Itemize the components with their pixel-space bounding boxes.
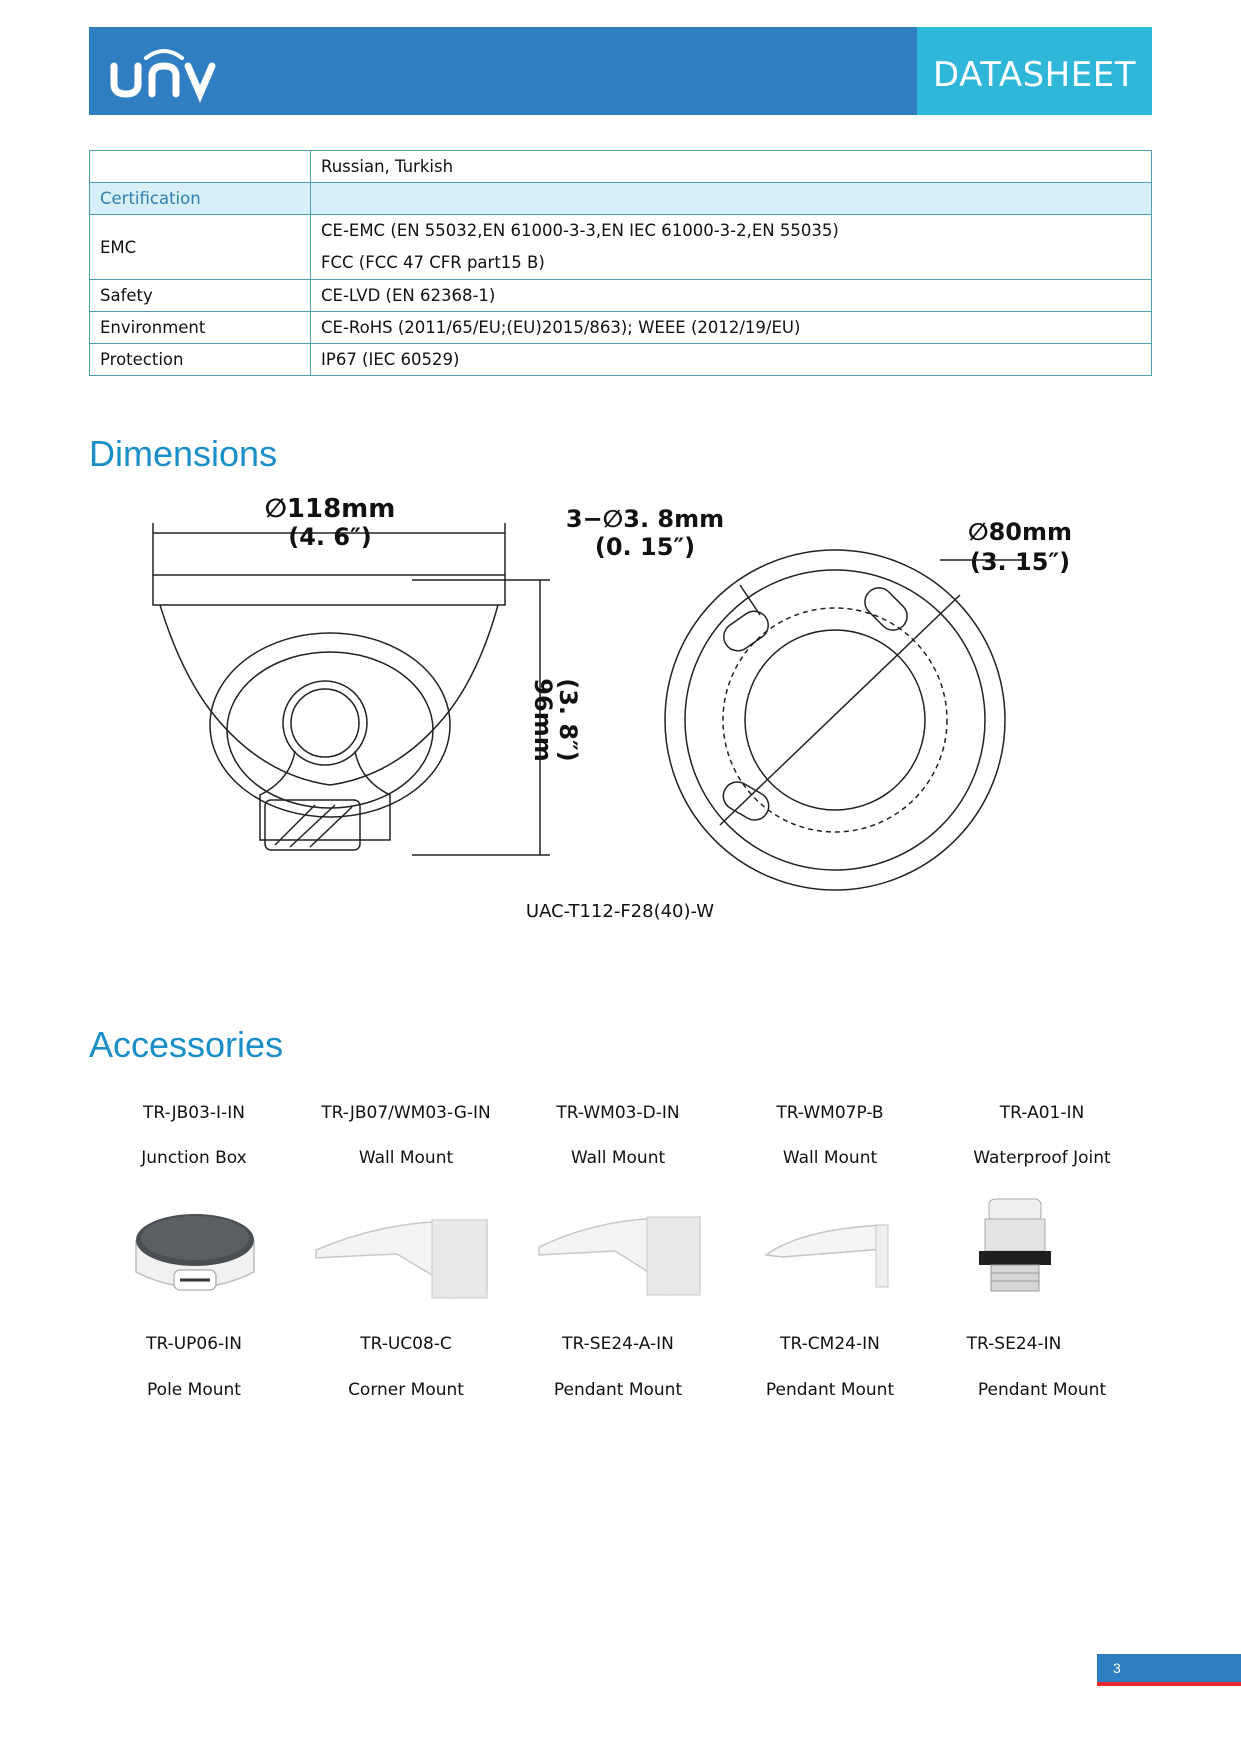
camera-side-view — [153, 523, 550, 855]
waterproof-joint-image — [975, 1195, 1055, 1295]
model-caption: UAC-T112-F28(40)-W — [525, 901, 715, 922]
holes-mm-label: 3−∅3. 8mm — [565, 505, 725, 533]
accessory-model: TR-JB03-I-IN — [143, 1103, 245, 1123]
accessory-model: TR-SE24-IN — [966, 1334, 1062, 1354]
accessory-model: TR-A01-IN — [999, 1103, 1085, 1123]
width-in-label: (4. 6″) — [288, 523, 372, 551]
junction-box-image — [130, 1200, 260, 1302]
width-mm-label: ∅118mm — [264, 495, 396, 524]
accessory-model: TR-WM03-D-IN — [556, 1103, 680, 1123]
accessories-title: Accessories — [89, 1024, 284, 1065]
datasheet-tab: DATASHEET — [917, 27, 1152, 115]
wall-mount-image — [762, 1215, 892, 1290]
accessory-name: Pole Mount — [147, 1380, 241, 1400]
spec-value: CE-LVD (EN 62368-1) — [311, 280, 1152, 312]
accessory-name: Pendant Mount — [977, 1380, 1107, 1400]
table-row — [90, 344, 1152, 376]
spec-value-line: CE-EMC (EN 55032,EN 61000-3-3,EN IEC 61000-3-2,EN 55035) — [321, 221, 839, 240]
spec-value-line: FCC (FCC 47 CFR part15 B) — [321, 253, 545, 272]
accessory-name: Corner Mount — [348, 1380, 464, 1400]
accessory-model: TR-CM24-IN — [780, 1334, 880, 1354]
table-section-row — [90, 183, 1152, 215]
spec-value: IP67 (IEC 60529) — [311, 344, 1152, 376]
section-value-empty — [311, 183, 1152, 215]
accessory-model: TR-WM07P-B — [776, 1103, 884, 1123]
holes-in-label: (0. 15″) — [594, 533, 696, 561]
accessory-model: TR-JB07/WM03-G-IN — [321, 1103, 491, 1123]
spec-label — [90, 151, 311, 183]
dimensions-title: Dimensions — [89, 433, 278, 474]
dimension-drawing — [140, 495, 1090, 895]
accessory-name: Pendant Mount — [553, 1380, 683, 1400]
bolt-mm-label: ∅80mm — [968, 518, 1072, 546]
accessory-name: Wall Mount — [358, 1148, 454, 1168]
bolt-in-label: (3. 15″) — [969, 548, 1071, 576]
accessory-name: Wall Mount — [782, 1148, 878, 1168]
wall-mount-image — [312, 1208, 492, 1303]
spec-table — [89, 150, 1152, 376]
height-in-label: (3. 8″) — [554, 678, 582, 762]
accessory-model: TR-SE24-A-IN — [562, 1334, 674, 1354]
spec-label: Protection — [90, 344, 311, 376]
table-row — [90, 312, 1152, 344]
spec-value — [311, 215, 1152, 280]
spec-label: Safety — [90, 280, 311, 312]
height-mm-label: 96mm — [529, 678, 557, 762]
spec-label: EMC — [90, 215, 311, 280]
page-number-accent-bar — [1097, 1682, 1241, 1686]
spec-value: CE-RoHS (2011/65/EU;(EU)2015/863); WEEE (2012/19/EU) — [311, 312, 1152, 344]
page-number: 3 — [1097, 1654, 1241, 1682]
table-row — [90, 215, 1152, 280]
table-row — [90, 151, 1152, 183]
spec-label: Environment — [90, 312, 311, 344]
spec-value: Russian, Turkish — [311, 151, 1152, 183]
accessory-name: Junction Box — [141, 1148, 247, 1168]
section-label-certification: Certification — [90, 183, 311, 215]
accessory-model: TR-UP06-IN — [146, 1334, 242, 1354]
accessory-model: TR-UC08-C — [360, 1334, 452, 1354]
accessory-name: Wall Mount — [570, 1148, 666, 1168]
accessory-name: Pendant Mount — [765, 1380, 895, 1400]
accessory-name: Waterproof Joint — [973, 1148, 1111, 1168]
camera-bottom-view — [665, 550, 1025, 890]
wall-mount-image — [535, 1205, 705, 1300]
unv-logo — [108, 38, 218, 104]
table-row — [90, 280, 1152, 312]
